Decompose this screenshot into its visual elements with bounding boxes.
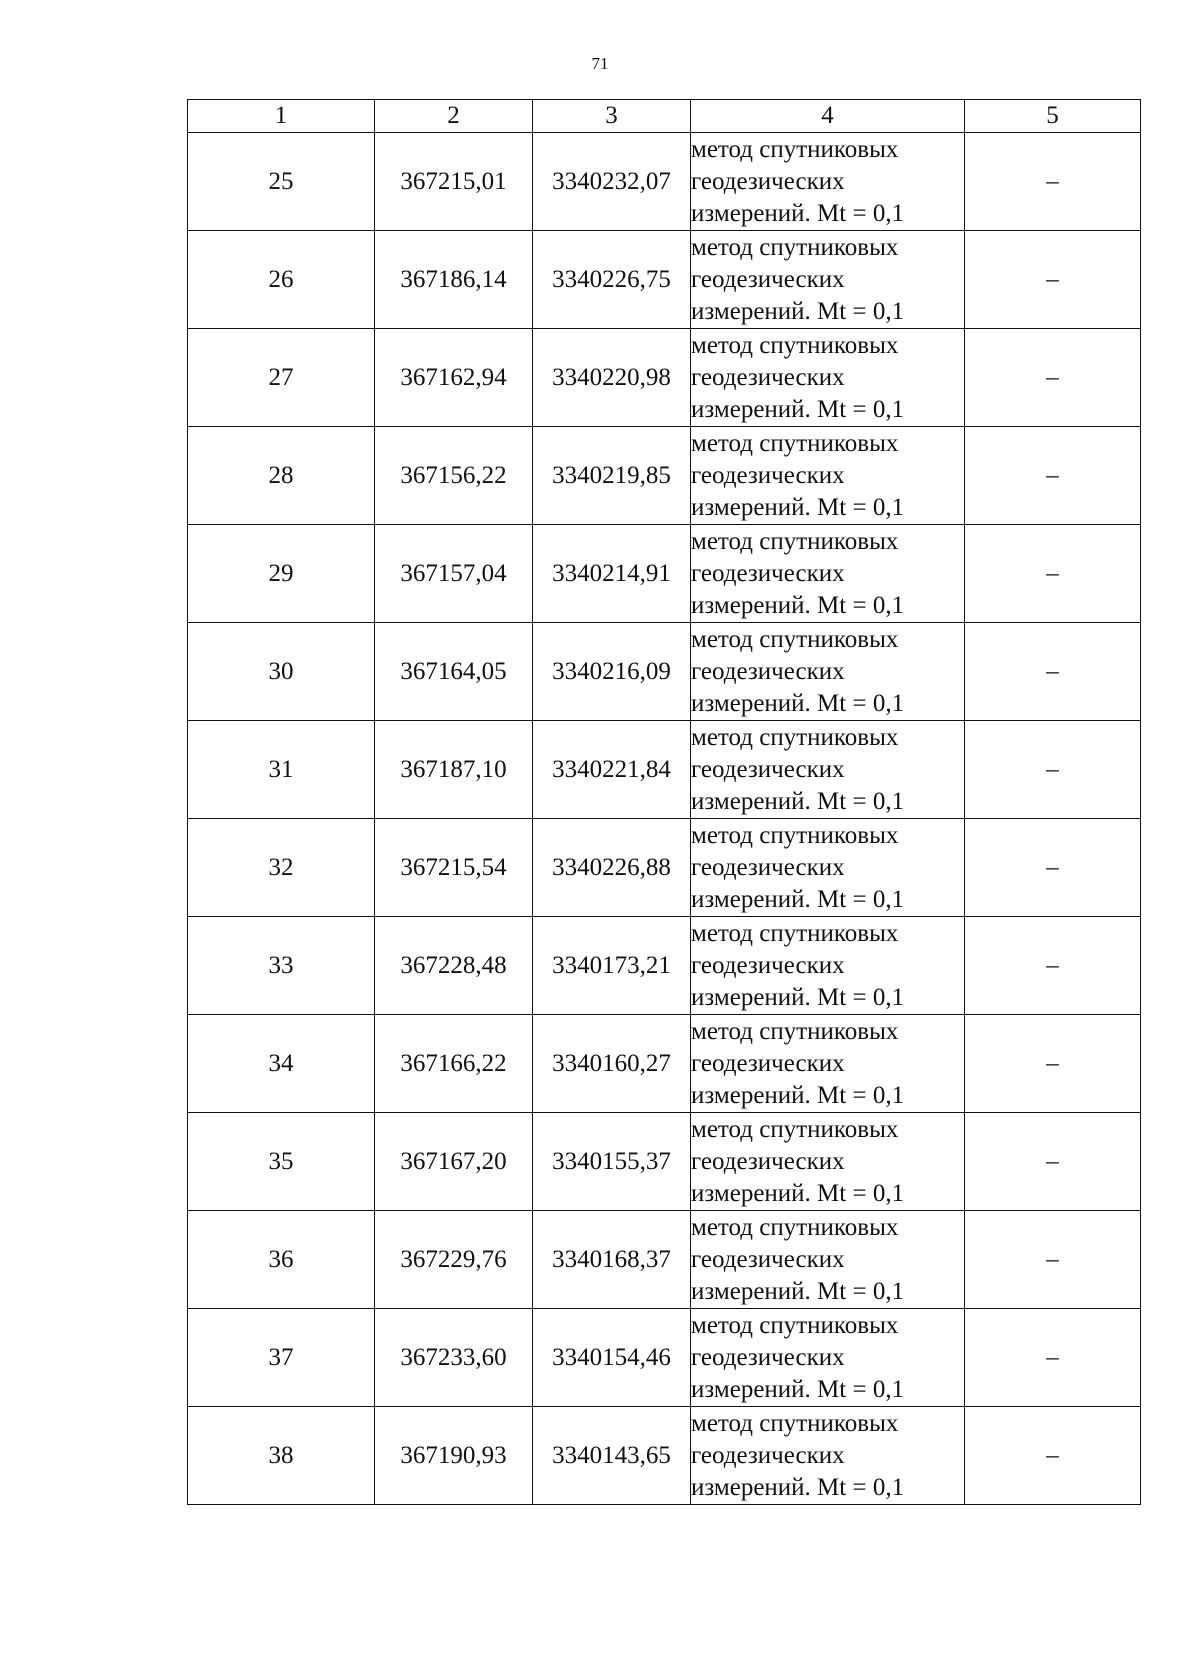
method-line: геодезических xyxy=(691,951,845,979)
note-cell: – xyxy=(965,1113,1141,1211)
note-cell: – xyxy=(965,721,1141,819)
method-line: геодезических xyxy=(691,167,845,195)
note-cell: – xyxy=(965,623,1141,721)
header-col-1: 1 xyxy=(188,100,375,133)
table-body xyxy=(188,133,1141,1505)
method-line: метод спутниковых xyxy=(691,331,899,359)
note-cell: – xyxy=(965,525,1141,623)
y-coordinate-cell: 3340155,37 xyxy=(533,1113,691,1211)
y-coordinate-cell: 3340219,85 xyxy=(533,427,691,525)
method-line: измерений. Mt = 0,1 xyxy=(691,395,905,423)
y-coordinate-cell: 3340226,88 xyxy=(533,819,691,917)
point-number-cell: 25 xyxy=(188,133,375,231)
y-coordinate-cell: 3340216,09 xyxy=(533,623,691,721)
x-coordinate-cell: 367157,04 xyxy=(375,525,533,623)
x-coordinate-cell: 367190,93 xyxy=(375,1407,533,1505)
method-line: измерений. Mt = 0,1 xyxy=(691,493,905,521)
x-coordinate-cell: 367166,22 xyxy=(375,1015,533,1113)
method-cell xyxy=(691,1015,965,1113)
method-cell xyxy=(691,1211,965,1309)
method-line: измерений. Mt = 0,1 xyxy=(691,1081,905,1109)
table-header-row xyxy=(188,100,1141,133)
header-col-3: 3 xyxy=(533,100,691,133)
page-number: 71 xyxy=(591,54,609,73)
method-line: метод спутниковых xyxy=(691,527,899,555)
method-line: измерений. Mt = 0,1 xyxy=(691,1473,905,1501)
note-cell: – xyxy=(965,329,1141,427)
point-number-cell: 27 xyxy=(188,329,375,427)
point-number-cell: 37 xyxy=(188,1309,375,1407)
x-coordinate-cell: 367187,10 xyxy=(375,721,533,819)
point-number-cell: 30 xyxy=(188,623,375,721)
x-coordinate-cell: 367167,20 xyxy=(375,1113,533,1211)
method-line: метод спутниковых xyxy=(691,1017,899,1045)
point-number-cell: 33 xyxy=(188,917,375,1015)
x-coordinate-cell: 367229,76 xyxy=(375,1211,533,1309)
method-cell xyxy=(691,1309,965,1407)
method-line: геодезических xyxy=(691,755,845,783)
note-cell: – xyxy=(965,1309,1141,1407)
method-line: метод спутниковых xyxy=(691,625,899,653)
method-line: измерений. Mt = 0,1 xyxy=(691,199,905,227)
x-coordinate-cell: 367186,14 xyxy=(375,231,533,329)
method-line: измерений. Mt = 0,1 xyxy=(691,689,905,717)
y-coordinate-cell: 3340168,37 xyxy=(533,1211,691,1309)
x-coordinate-cell: 367215,01 xyxy=(375,133,533,231)
table-row xyxy=(188,623,1141,721)
table-row xyxy=(188,1309,1141,1407)
table-row xyxy=(188,917,1141,1015)
method-line: метод спутниковых xyxy=(691,919,899,947)
method-cell xyxy=(691,1407,965,1505)
method-line: метод спутниковых xyxy=(691,1409,899,1437)
note-cell: – xyxy=(965,427,1141,525)
method-cell xyxy=(691,525,965,623)
method-cell xyxy=(691,329,965,427)
x-coordinate-cell: 367233,60 xyxy=(375,1309,533,1407)
method-line: измерений. Mt = 0,1 xyxy=(691,787,905,815)
method-line: геодезических xyxy=(691,1343,845,1371)
method-line: геодезических xyxy=(691,461,845,489)
method-cell xyxy=(691,917,965,1015)
x-coordinate-cell: 367162,94 xyxy=(375,329,533,427)
method-line: метод спутниковых xyxy=(691,429,899,457)
table-row xyxy=(188,1407,1141,1505)
table-row xyxy=(188,329,1141,427)
method-line: метод спутниковых xyxy=(691,1115,899,1143)
table-row xyxy=(188,231,1141,329)
table-row xyxy=(188,525,1141,623)
method-line: метод спутниковых xyxy=(691,1311,899,1339)
y-coordinate-cell: 3340143,65 xyxy=(533,1407,691,1505)
y-coordinate-cell: 3340173,21 xyxy=(533,917,691,1015)
method-line: измерений. Mt = 0,1 xyxy=(691,297,905,325)
coordinates-table xyxy=(187,99,1141,1505)
method-line: геодезических xyxy=(691,853,845,881)
point-number-cell: 32 xyxy=(188,819,375,917)
method-cell xyxy=(691,427,965,525)
note-cell: – xyxy=(965,133,1141,231)
note-cell: – xyxy=(965,1015,1141,1113)
header-col-2: 2 xyxy=(375,100,533,133)
method-cell xyxy=(691,721,965,819)
table-row xyxy=(188,819,1141,917)
y-coordinate-cell: 3340221,84 xyxy=(533,721,691,819)
method-cell xyxy=(691,1113,965,1211)
y-coordinate-cell: 3340154,46 xyxy=(533,1309,691,1407)
header-col-4: 4 xyxy=(691,100,965,133)
note-cell: – xyxy=(965,917,1141,1015)
method-cell xyxy=(691,623,965,721)
method-line: метод спутниковых xyxy=(691,233,899,261)
note-cell: – xyxy=(965,819,1141,917)
table-row xyxy=(188,1113,1141,1211)
method-line: геодезических xyxy=(691,265,845,293)
method-line: геодезических xyxy=(691,559,845,587)
table-row xyxy=(188,133,1141,231)
method-line: геодезических xyxy=(691,1245,845,1273)
note-cell: – xyxy=(965,231,1141,329)
point-number-cell: 38 xyxy=(188,1407,375,1505)
x-coordinate-cell: 367164,05 xyxy=(375,623,533,721)
method-line: метод спутниковых xyxy=(691,723,899,751)
note-cell: – xyxy=(965,1211,1141,1309)
header-col-5: 5 xyxy=(965,100,1141,133)
method-line: метод спутниковых xyxy=(691,821,899,849)
x-coordinate-cell: 367156,22 xyxy=(375,427,533,525)
method-line: измерений. Mt = 0,1 xyxy=(691,1375,905,1403)
point-number-cell: 35 xyxy=(188,1113,375,1211)
method-line: геодезических xyxy=(691,1441,845,1469)
method-line: геодезических xyxy=(691,657,845,685)
method-cell xyxy=(691,819,965,917)
method-line: метод спутниковых xyxy=(691,135,899,163)
y-coordinate-cell: 3340226,75 xyxy=(533,231,691,329)
x-coordinate-cell: 367215,54 xyxy=(375,819,533,917)
y-coordinate-cell: 3340220,98 xyxy=(533,329,691,427)
method-line: геодезических xyxy=(691,1147,845,1175)
method-line: измерений. Mt = 0,1 xyxy=(691,1179,905,1207)
point-number-cell: 26 xyxy=(188,231,375,329)
table-row xyxy=(188,1015,1141,1113)
method-line: метод спутниковых xyxy=(691,1213,899,1241)
method-line: измерений. Mt = 0,1 xyxy=(691,1277,905,1305)
x-coordinate-cell: 367228,48 xyxy=(375,917,533,1015)
table-row xyxy=(188,1211,1141,1309)
method-line: измерений. Mt = 0,1 xyxy=(691,885,905,913)
point-number-cell: 34 xyxy=(188,1015,375,1113)
method-line: геодезических xyxy=(691,363,845,391)
note-cell: – xyxy=(965,1407,1141,1505)
method-cell xyxy=(691,231,965,329)
point-number-cell: 29 xyxy=(188,525,375,623)
method-line: геодезических xyxy=(691,1049,845,1077)
method-cell xyxy=(691,133,965,231)
y-coordinate-cell: 3340214,91 xyxy=(533,525,691,623)
method-line: измерений. Mt = 0,1 xyxy=(691,591,905,619)
point-number-cell: 28 xyxy=(188,427,375,525)
point-number-cell: 36 xyxy=(188,1211,375,1309)
point-number-cell: 31 xyxy=(188,721,375,819)
table-row xyxy=(188,721,1141,819)
y-coordinate-cell: 3340232,07 xyxy=(533,133,691,231)
method-line: измерений. Mt = 0,1 xyxy=(691,983,905,1011)
table-row xyxy=(188,427,1141,525)
y-coordinate-cell: 3340160,27 xyxy=(533,1015,691,1113)
